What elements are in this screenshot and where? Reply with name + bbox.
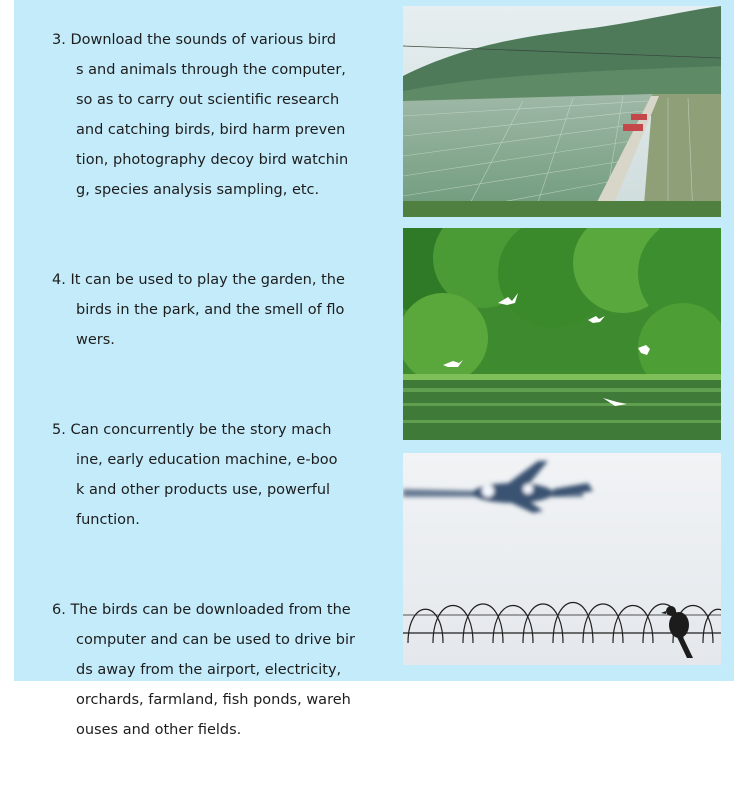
feature-3-line-2: s and animals through the computer, bbox=[76, 62, 346, 78]
feature-item-4 bbox=[52, 265, 392, 355]
feature-6-line-1: 6. The birds can be downloaded from the bbox=[52, 602, 351, 618]
feature-5-line-1: 5. Can concurrently be the story mach bbox=[52, 422, 332, 438]
airplane-barbed-wire-pigeon-photo bbox=[403, 453, 721, 665]
feature-5-line-3: k and other products use, powerful bbox=[76, 482, 331, 498]
wetland-egrets-photo bbox=[403, 228, 721, 440]
feature-item-6 bbox=[52, 595, 392, 745]
feature-6-line-2: computer and can be used to drive bir bbox=[76, 632, 355, 648]
feature-list bbox=[52, 25, 392, 805]
feature-3-line-6: g, species analysis sampling, etc. bbox=[76, 182, 320, 198]
feature-3-line-4: and catching birds, bird harm preven bbox=[76, 122, 346, 138]
feature-5-line-4: function. bbox=[76, 512, 140, 528]
feature-3-line-1: 3. Download the sounds of various bird bbox=[52, 32, 337, 48]
feature-6-line-4: orchards, farmland, fish ponds, wareh bbox=[76, 692, 351, 708]
feature-4-line-3: wers. bbox=[76, 332, 115, 348]
feature-4-line-1: 4. It can be used to play the garden, the bbox=[52, 272, 345, 288]
bird-net-farmland-photo bbox=[403, 6, 721, 217]
feature-6-line-5: ouses and other fields. bbox=[76, 722, 242, 738]
feature-6-line-3: ds away from the airport, electricity, bbox=[76, 662, 342, 678]
feature-item-5 bbox=[52, 415, 392, 535]
feature-5-line-2: ine, early education machine, e-boo bbox=[76, 452, 338, 468]
feature-item-3 bbox=[52, 25, 392, 205]
feature-4-line-2: birds in the park, and the smell of flo bbox=[76, 302, 345, 318]
feature-3-line-5: tion, photography decoy bird watchin bbox=[76, 152, 349, 168]
feature-3-line-3: so as to carry out scientific research bbox=[76, 92, 340, 108]
